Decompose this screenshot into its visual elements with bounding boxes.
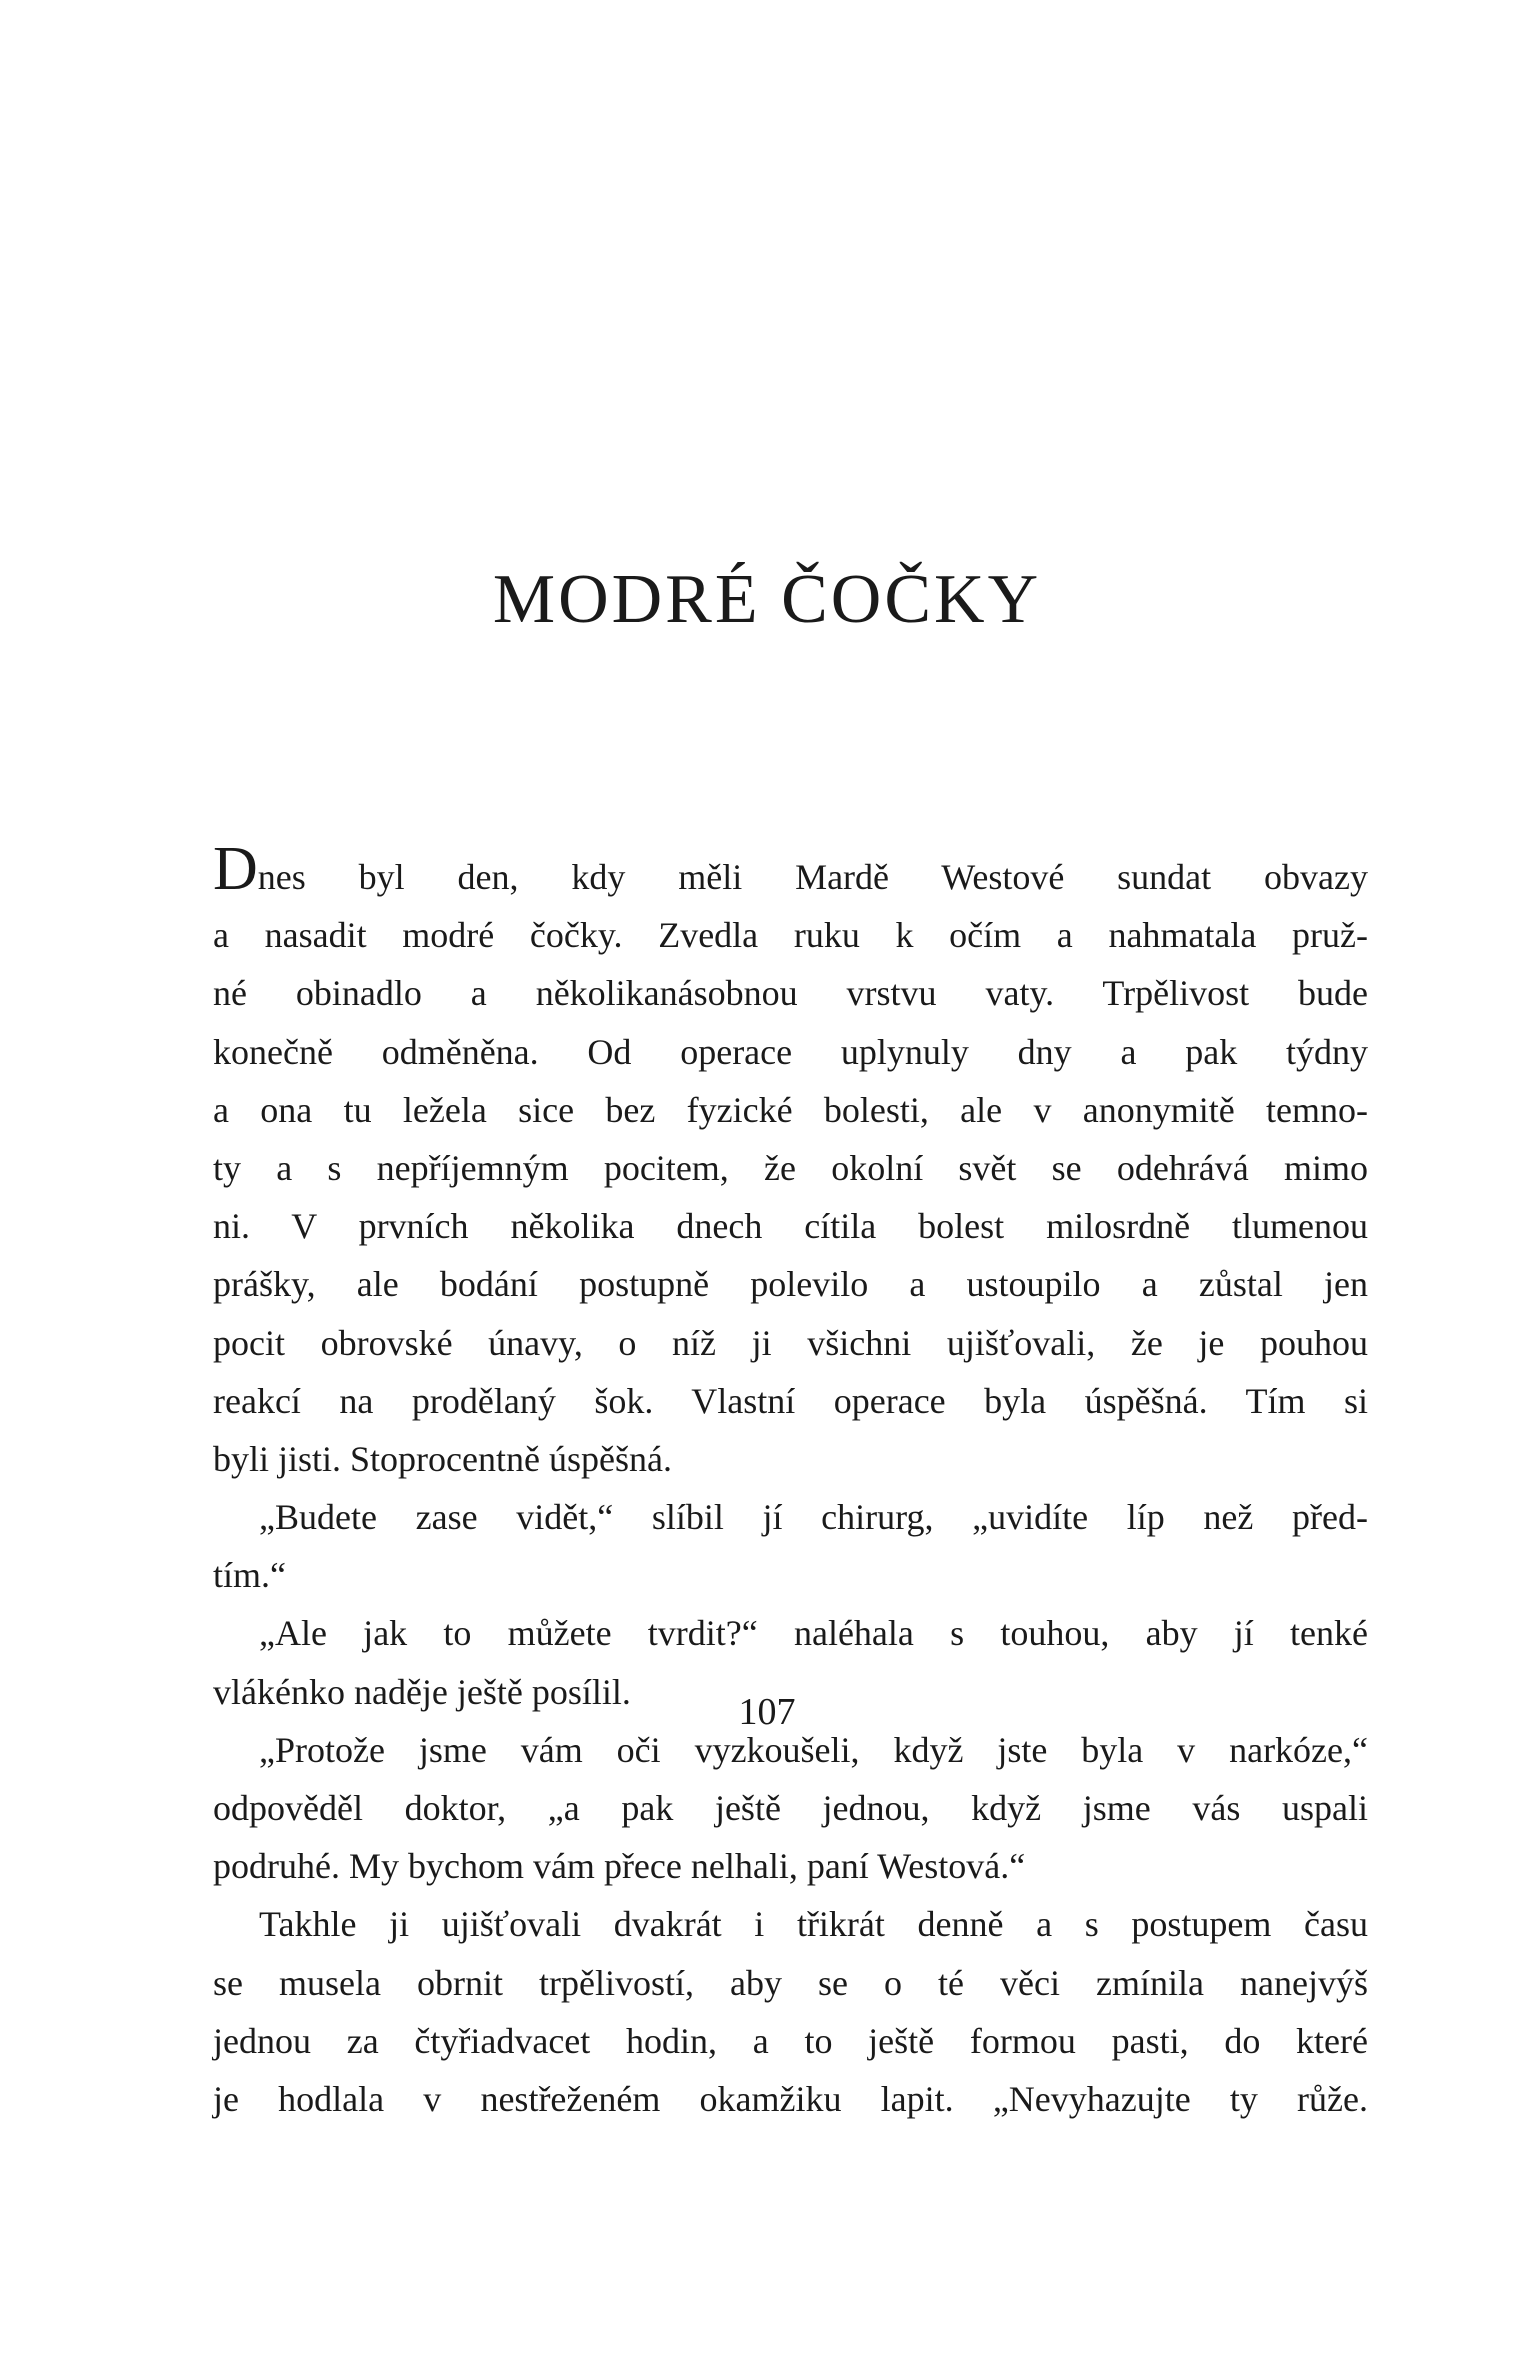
text-line-content: a ona tu ležela sice bez fyzické bolesti, ale v anonymitě temno- <box>213 1089 1368 1130</box>
text-line <box>213 964 1368 1022</box>
text-line-content: se musela obrnit trpělivostí, aby se o té věci zmínila nanejvýš <box>213 1962 1368 2003</box>
text-line <box>213 1779 1368 1837</box>
chapter-title: MODRÉ ČOČKY <box>492 561 1042 638</box>
text-line <box>213 1372 1368 1430</box>
text-line-content: prášky, ale bodání postupně polevilo a ustoupilo a zůstal jen <box>213 1264 1368 1305</box>
text-line <box>213 1197 1368 1255</box>
text-line <box>213 1895 1368 1953</box>
text-line <box>213 835 1368 906</box>
page-number: 107 <box>738 1691 796 1733</box>
text-line <box>213 1081 1368 1139</box>
text-line-content: „Budete zase vidět,“ slíbil jí chirurg, „uvidíte líp než před- <box>259 1497 1368 1538</box>
text-line <box>213 2070 1368 2128</box>
text-line-content: „Ale jak to můžete tvrdit?“ naléhala s touhou, aby jí tenké <box>259 1613 1368 1654</box>
text-line <box>213 1314 1368 1372</box>
text-line <box>213 906 1368 964</box>
text-line <box>213 1954 1368 2012</box>
text-line-content: reakcí na prodělaný šok. Vlastní operace byla úspěšná. Tím si <box>213 1380 1368 1421</box>
text-line <box>213 1837 1368 1895</box>
text-line-content: vlákénko naděje ještě posílil. <box>213 1671 631 1712</box>
text-line-content: nes byl den, kdy měli Mardě Westové sundat obvazy <box>257 857 1368 897</box>
chapter-body <box>213 835 1368 2128</box>
drop-cap: D <box>213 835 258 903</box>
text-line-content: pocit obrovské únavy, o níž ji všichni ujišťovali, že je pouhou <box>213 1322 1368 1363</box>
text-line-content: né obinadlo a několikanásobnou vrstvu vaty. Trpělivost bude <box>213 973 1368 1014</box>
text-line <box>213 1430 1368 1488</box>
text-line-content: podruhé. My bychom vám přece nelhali, paní Westová.“ <box>213 1846 1026 1887</box>
text-line <box>213 1023 1368 1081</box>
text-line-content: Takhle ji ujišťovali dvakrát i třikrát denně a s postupem času <box>259 1904 1368 1945</box>
text-line <box>213 1255 1368 1313</box>
text-line <box>213 2012 1368 2070</box>
text-line-content: tím.“ <box>213 1555 286 1596</box>
text-line-content: ni. V prvních několika dnech cítila bolest milosrdně tlumenou <box>213 1206 1368 1247</box>
text-line <box>213 1488 1368 1546</box>
text-line-content: konečně odměněna. Od operace uplynuly dny a pak týdny <box>213 1031 1368 1072</box>
text-line-content: jednou za čtyřiadvacet hodin, a to ještě formou pasti, do které <box>213 2020 1368 2061</box>
text-line-content: odpověděl doktor, „a pak ještě jednou, když jsme vás uspali <box>213 1788 1368 1828</box>
text-line-content: ty a s nepříjemným pocitem, že okolní svět se odehrává mimo <box>213 1147 1368 1188</box>
text-line <box>213 1139 1368 1197</box>
text-line-content: byli jisti. Stoprocentně úspěšná. <box>213 1438 672 1479</box>
text-line-content: a nasadit modré čočky. Zvedla ruku k očím a nahmatala pruž- <box>213 915 1368 956</box>
text-line <box>213 1604 1368 1662</box>
text-line-content: je hodlala v nestřeženém okamžiku lapit. „Nevyhazujte ty růže. <box>213 2078 1368 2119</box>
text-line-content: „Protože jsme vám oči vyzkoušeli, když jste byla v narkóze,“ <box>259 1729 1368 1770</box>
text-line <box>213 1546 1368 1604</box>
